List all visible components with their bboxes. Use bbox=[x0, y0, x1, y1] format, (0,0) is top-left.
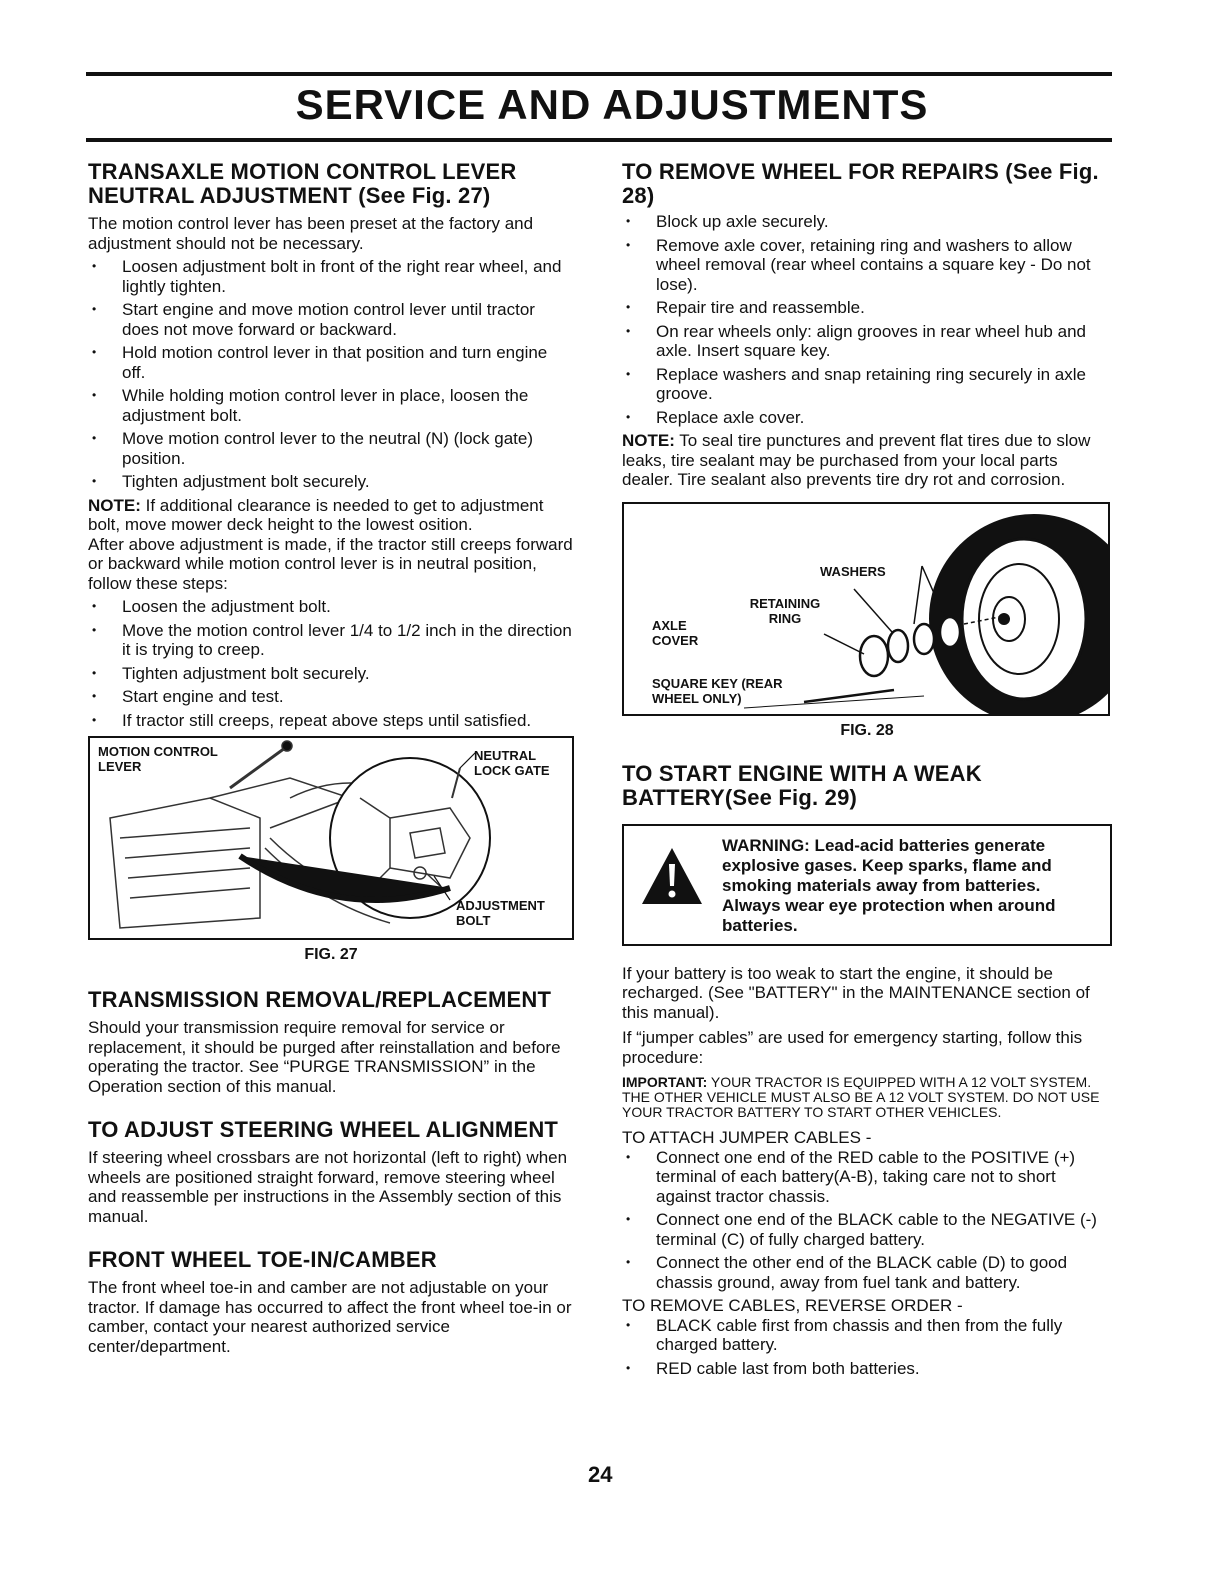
note-text: If additional clearance is needed to get to adjustment bolt, move mower deck height to the lowest osition. bbox=[88, 495, 544, 534]
battery-important bbox=[622, 1075, 1112, 1120]
list-item: • Replace washers and snap retaining ring securely in axle groove. bbox=[622, 365, 1112, 404]
note-text: To seal tire punctures and prevent flat tires due to slow leaks, tire sealant may be purchased from your local parts dealer. Tire sealant also prevents tire dry rot and corrosion. bbox=[622, 431, 1091, 489]
warning-label: WARNING bbox=[722, 835, 805, 855]
warning-box bbox=[622, 824, 1112, 946]
warning-body: : Lead-acid batteries generate explosive gases. Keep sparks, flame and smoking materials away from batteries. Always wear eye protection when around batteries. bbox=[722, 835, 1056, 935]
page-number: 24 bbox=[588, 1462, 613, 1487]
warning-triangle-icon bbox=[640, 846, 704, 906]
page-title: SERVICE AND ADJUSTMENTS bbox=[295, 81, 929, 128]
list-item: • Block up axle securely. bbox=[622, 212, 1112, 232]
top-rule bbox=[86, 72, 1112, 76]
toe-heading: FRONT WHEEL TOE-IN/CAMBER bbox=[88, 1247, 437, 1272]
battery-p1: If your battery is too weak to start the engine, it should be recharged. (See "BATTERY" in the MAINTENANCE section of this manual). bbox=[622, 963, 1090, 1022]
right-column bbox=[622, 160, 1112, 1382]
fig-27 bbox=[88, 736, 574, 940]
list-item: • Start engine and move motion control lever until tractor does not move forward or backward. bbox=[88, 300, 574, 339]
important-label: IMPORTANT: bbox=[622, 1074, 708, 1090]
list-item: • Connect one end of the BLACK cable to the NEGATIVE (-) terminal (C) of fully charged battery. bbox=[622, 1210, 1112, 1249]
note-label: NOTE: bbox=[622, 431, 675, 450]
left-column bbox=[88, 160, 574, 1356]
battery-p2: If “jumper cables” are used for emergency starting, follow this procedure: bbox=[622, 1028, 1083, 1067]
list-item: • BLACK cable first from chassis and then from the fully charged battery. bbox=[622, 1316, 1112, 1355]
transaxle-steps bbox=[88, 257, 574, 492]
attach-heading: TO ATTACH JUMPER CABLES - bbox=[622, 1128, 872, 1147]
remove-heading: TO REMOVE CABLES, REVERSE ORDER - bbox=[622, 1296, 963, 1315]
list-item: • Loosen the adjustment bolt. bbox=[88, 597, 574, 617]
fig28-label-axle: AXLE COVER bbox=[652, 617, 699, 648]
transaxle-intro: The motion control lever has been preset at the factory and adjustment should not be necessary. bbox=[88, 214, 534, 253]
list-item: • Remove axle cover, retaining ring and washers to allow wheel removal (rear wheel contains a square key - Do not lose). bbox=[622, 236, 1112, 295]
transmission-text: Should your transmission require removal for service or replacement, it should be purged after reinstallation and before operating the tractor. See “PURGE TRANSMISSION” in the Operation section of this manual. bbox=[88, 1018, 561, 1096]
steering-text: If steering wheel crossbars are not horizontal (left to right) when wheels are positioned straight forward, remove steering wheel and reassemble per instructions in the Assembly section of this manual. bbox=[88, 1148, 568, 1226]
fig27-label-neutral: NEUTRAL LOCK GATE bbox=[474, 748, 550, 778]
list-item: • On rear wheels only: align grooves in rear wheel hub and axle. Insert square key. bbox=[622, 322, 1112, 361]
transaxle-steps-2 bbox=[88, 597, 574, 730]
remove-steps bbox=[622, 1316, 1112, 1379]
list-item: • Connect one end of the RED cable to the POSITIVE (+) terminal of each battery(A-B), taking care not to short against tractor chassis. bbox=[622, 1148, 1112, 1207]
list-item: • Connect the other end of the BLACK cable (D) to good chassis ground, away from fuel tank and battery. bbox=[622, 1253, 1112, 1292]
fig28-caption: FIG. 28 bbox=[840, 721, 894, 739]
important-text: YOUR TRACTOR IS EQUIPPED WITH A 12 VOLT SYSTEM. THE OTHER VEHICLE MUST ALSO BE A 12 VOLT SYSTEM. DO NOT USE YOUR TRACTOR BATTERY TO START OTHER VEHICLES. bbox=[622, 1074, 1100, 1120]
transmission-heading: TRANSMISSION REMOVAL/REPLACEMENT bbox=[88, 987, 552, 1012]
fig27-label-lever: MOTION CONTROL LEVER bbox=[98, 744, 218, 774]
transaxle-heading: TRANSAXLE MOTION CONTROL LEVER NEUTRAL ADJUSTMENT (See Fig. 27) bbox=[88, 159, 517, 208]
battery-heading: TO START ENGINE WITH A WEAK BATTERY(See Fig. 29) bbox=[622, 760, 982, 810]
note-label: NOTE: bbox=[88, 495, 141, 515]
list-item: • Tighten adjustment bolt securely. bbox=[88, 664, 574, 684]
wheel-steps bbox=[622, 212, 1112, 427]
fig27-label-bolt: ADJUSTMENT BOLT bbox=[456, 898, 545, 928]
transaxle-note bbox=[88, 496, 574, 535]
wheel-heading: TO REMOVE WHEEL FOR REPAIRS (See Fig. 28) bbox=[622, 159, 1099, 208]
fig-28 bbox=[622, 502, 1110, 716]
fig28-label-washers: WASHERS bbox=[820, 563, 886, 579]
toe-text: The front wheel toe-in and camber are not adjustable on your tractor. If damage has occurred to affect the front wheel toe-in or camber, contact your nearest authorized service center/department. bbox=[88, 1278, 572, 1356]
transaxle-after: After above adjustment is made, if the tractor still creeps forward or backward while motion control lever is in neutral position, follow these steps: bbox=[88, 534, 573, 593]
list-item: • Move the motion control lever 1/4 to 1/2 inch in the direction it is trying to creep. bbox=[88, 621, 574, 660]
list-item: • While holding motion control lever in place, loosen the adjustment bolt. bbox=[88, 386, 574, 425]
fig27-caption: FIG. 27 bbox=[304, 946, 358, 963]
steering-heading: TO ADJUST STEERING WHEEL ALIGNMENT bbox=[88, 1117, 559, 1142]
warning-text bbox=[722, 836, 1098, 936]
list-item: • If tractor still creeps, repeat above steps until satisfied. bbox=[88, 711, 574, 731]
list-item: • Move motion control lever to the neutral (N) (lock gate) position. bbox=[88, 429, 574, 468]
attach-steps bbox=[622, 1148, 1112, 1293]
fig28-label-key: SQUARE KEY (REAR WHEEL ONLY) bbox=[652, 675, 783, 706]
wheel-note bbox=[622, 431, 1112, 490]
list-item: • Loosen adjustment bolt in front of the right rear wheel, and lightly tighten. bbox=[88, 257, 574, 296]
list-item: • Hold motion control lever in that position and turn engine off. bbox=[88, 343, 574, 382]
title-rule bbox=[86, 138, 1112, 142]
list-item: • RED cable last from both batteries. bbox=[622, 1359, 1112, 1379]
list-item: • Repair tire and reassemble. bbox=[622, 298, 1112, 318]
fig28-label-ring: RETAINING RING bbox=[749, 595, 821, 626]
list-item: • Start engine and test. bbox=[88, 687, 574, 707]
list-item: • Tighten adjustment bolt securely. bbox=[88, 472, 574, 492]
list-item: • Replace axle cover. bbox=[622, 408, 1112, 428]
